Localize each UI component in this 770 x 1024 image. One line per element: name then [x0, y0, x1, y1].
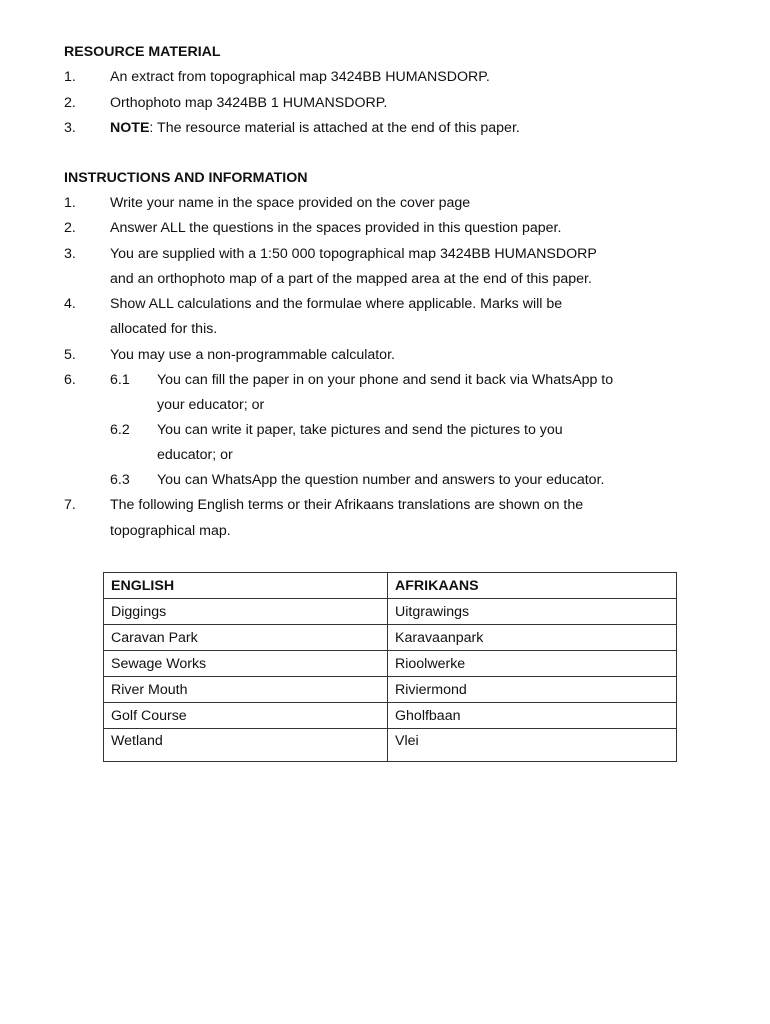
table-row	[104, 703, 677, 729]
instruction-7-number: 7.	[64, 497, 76, 513]
instruction-6-3-line-1: You can WhatsApp the question number and answers to your educator.	[157, 472, 605, 488]
resource-item-2-number: 2.	[64, 95, 76, 111]
instruction-2-text: Answer ALL the questions in the spaces provided in this question paper.	[110, 220, 562, 236]
resource-item-1-number: 1.	[64, 69, 76, 85]
instruction-2-number: 2.	[64, 220, 76, 236]
resource-item-2-text: Orthophoto map 3424BB 1 HUMANSDORP.	[110, 95, 388, 111]
instruction-3-number: 3.	[64, 246, 76, 262]
resource-item-3	[110, 120, 520, 137]
instruction-1-number: 1.	[64, 195, 76, 211]
terms-table	[103, 572, 677, 762]
table-row	[104, 625, 677, 651]
resource-item-3-number: 3.	[64, 120, 76, 136]
instruction-6-1-line-2: your educator; or	[157, 397, 265, 413]
instruction-4-number: 4.	[64, 296, 76, 312]
instruction-4-line-1: Show ALL calculations and the formulae where applicable. Marks will be	[110, 296, 563, 312]
instruction-6-2-line-2: educator; or	[157, 447, 233, 463]
instruction-6-number: 6.	[64, 372, 76, 388]
resource-item-1-text: An extract from topographical map 3424BB HUMANSDORP.	[110, 69, 490, 85]
instruction-3-line-1: You are supplied with a 1:50 000 topographical map 3424BB HUMANSDORP	[110, 246, 597, 262]
english-column-header: ENGLISH	[104, 573, 388, 599]
resource-item-3-text: : The resource material is attached at the end of this paper.	[149, 120, 520, 136]
afrikaans-term: Uitgrawings	[388, 599, 677, 625]
table-row	[104, 651, 677, 677]
afrikaans-term: Vlei	[388, 729, 677, 762]
table-row	[104, 729, 677, 762]
instruction-6-2-line-1: You can write it paper, take pictures and send the pictures to you	[157, 422, 563, 438]
table-row	[104, 677, 677, 703]
instruction-6-2-number: 6.2	[110, 422, 130, 438]
english-term: Diggings	[104, 599, 388, 625]
afrikaans-term: Karavaanpark	[388, 625, 677, 651]
afrikaans-term: Riviermond	[388, 677, 677, 703]
instruction-3-line-2: and an orthophoto map of a part of the mapped area at the end of this paper.	[110, 271, 592, 287]
resource-material-heading: RESOURCE MATERIAL	[64, 44, 221, 60]
instruction-7-line-1: The following English terms or their Afrikaans translations are shown on the	[110, 497, 584, 513]
table-row	[104, 599, 677, 625]
instruction-5-number: 5.	[64, 347, 76, 363]
afrikaans-term: Rioolwerke	[388, 651, 677, 677]
instruction-7-line-2: topographical map.	[110, 523, 231, 539]
english-term: Sewage Works	[104, 651, 388, 677]
instructions-heading: INSTRUCTIONS AND INFORMATION	[64, 170, 308, 186]
instruction-6-1-line-1: You can fill the paper in on your phone and send it back via WhatsApp to	[157, 372, 614, 388]
english-term: Wetland	[104, 729, 388, 762]
instruction-1-text: Write your name in the space provided on the cover page	[110, 195, 471, 211]
instruction-6-1-number: 6.1	[110, 372, 130, 388]
instruction-4-line-2: allocated for this.	[110, 321, 218, 337]
instruction-5-text: You may use a non-programmable calculator.	[110, 347, 395, 363]
english-term: Golf Course	[104, 703, 388, 729]
afrikaans-term: Gholfbaan	[388, 703, 677, 729]
note-label: NOTE	[110, 120, 150, 136]
instruction-6-3-number: 6.3	[110, 472, 130, 488]
table-header-row	[104, 573, 677, 599]
afrikaans-column-header: AFRIKAANS	[388, 573, 677, 599]
english-term: Caravan Park	[104, 625, 388, 651]
english-term: River Mouth	[104, 677, 388, 703]
